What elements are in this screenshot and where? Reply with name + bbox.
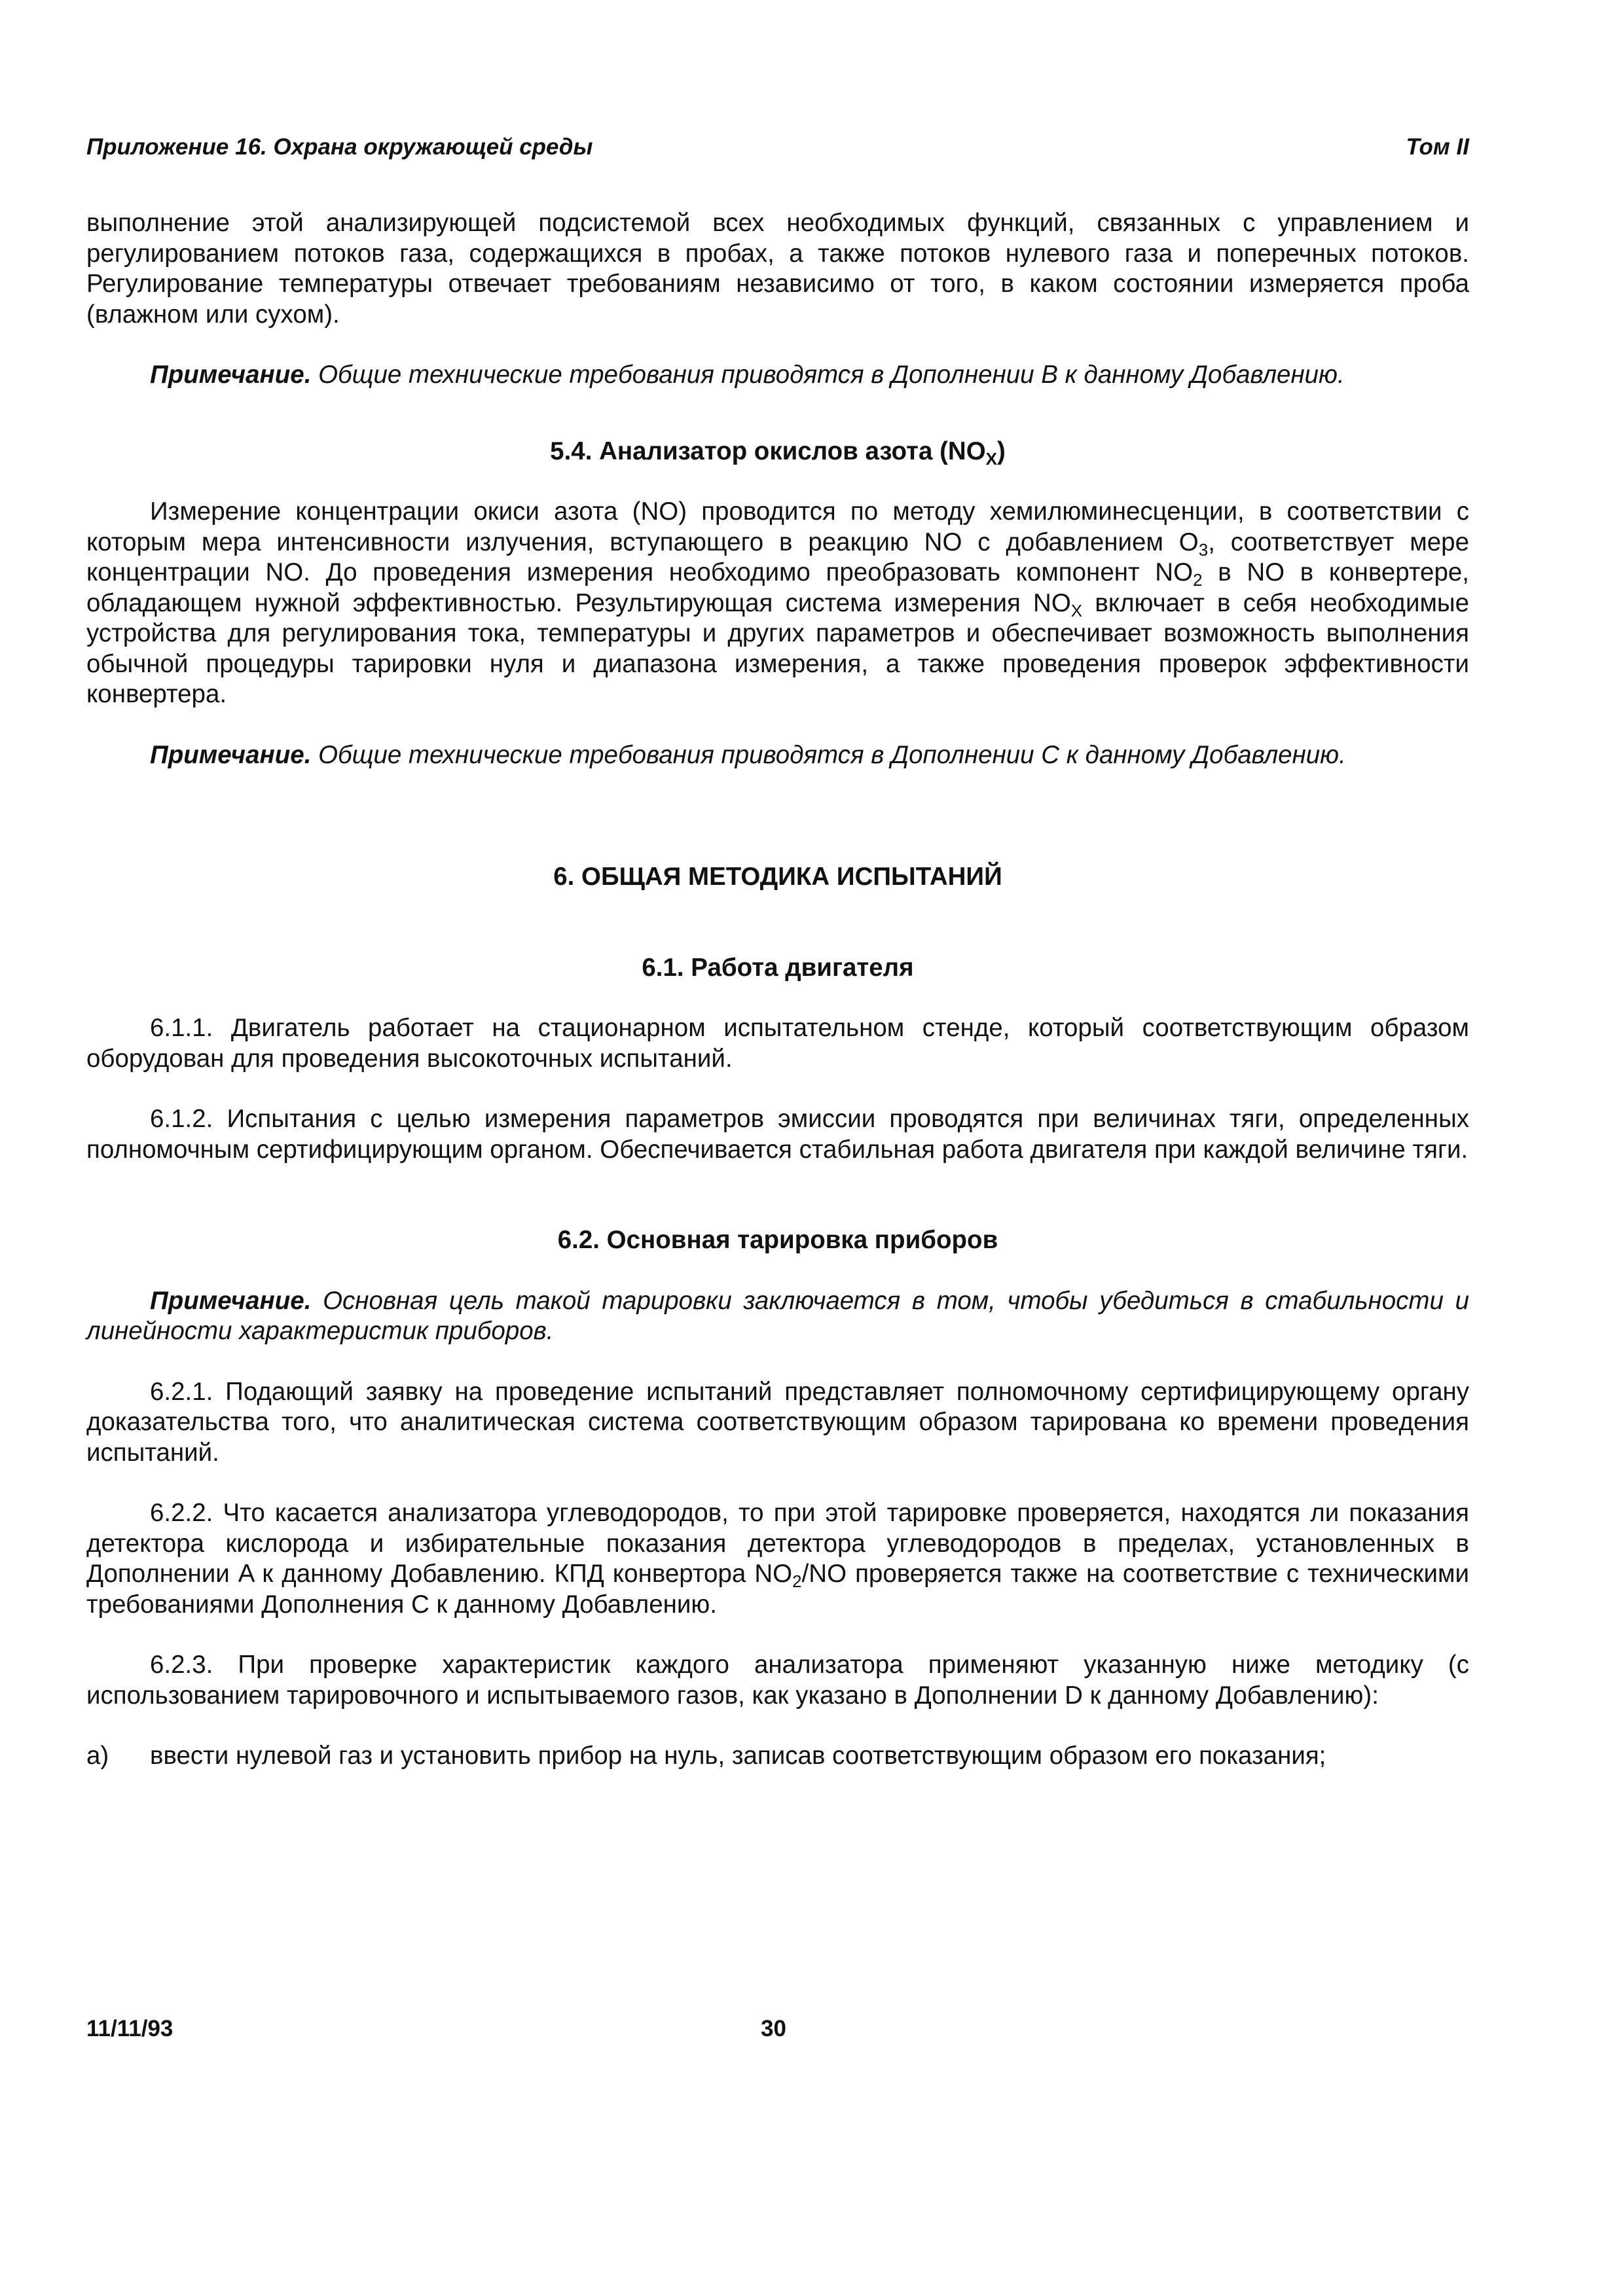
text-run: в NO в конвертере, обладающем нужной эффективностью. Результирующая система измерения NO <box>86 558 1469 617</box>
note-text: Общие технические требования приводятся в Дополнении C к данному Добавлению. <box>311 740 1346 769</box>
list-item <box>86 1741 1469 1772</box>
section-5-4-paragraph <box>86 497 1469 710</box>
note-label: Примечание. <box>150 740 312 769</box>
page-number: 30 <box>761 2016 786 2041</box>
heading-text-end: ) <box>997 437 1006 465</box>
section-heading-6: 6. ОБЩАЯ МЕТОДИКА ИСПЫТАНИЙ <box>553 863 1002 891</box>
section-heading-6-2: 6.2. Основная тарировка приборов <box>557 1226 998 1254</box>
subscript: 3 <box>1198 539 1209 560</box>
text-run: включает в себя необходимые устройства для регулирования тока, температуры и других параметров и обеспечивает возможность выполнения обычной процедуры тарировки нуля и диапазона измерения, а также проведения проверок эффективности конвертера. <box>86 588 1470 708</box>
page-content <box>86 208 1469 1772</box>
note-label: Примечание. <box>150 1286 312 1315</box>
page-header <box>86 134 1469 167</box>
list-marker: a) <box>86 1742 109 1770</box>
note-paragraph <box>86 1286 1469 1347</box>
note-paragraph <box>86 740 1469 771</box>
heading-subscript: X <box>985 448 997 469</box>
header-title: Приложение 16. Охрана окружающей среды <box>86 134 593 160</box>
paragraph-6-2-3: 6.2.3. При проверке характеристик каждого анализатора применяют указанную ниже методику (с использованием тарировочного и испытываемого газов, как указано в Дополнении D к данному Добавлению): <box>86 1651 1469 1710</box>
subscript: X <box>1070 600 1083 620</box>
footer-date: 11/11/93 <box>86 2016 173 2041</box>
list-item-text: ввести нулевой газ и установить прибор на нуль, записав соответствующим образом его показания; <box>150 1742 1326 1770</box>
paragraph-6-1-2: 6.1.2. Испытания с целью измерения параметров эмиссии проводятся при величинах тяги, определенных полномочным сертифицирующим органом. Обеспечивается стабильная работа двигателя при каждой величине тяги. <box>86 1105 1469 1164</box>
subscript: 2 <box>792 1571 802 1591</box>
section-heading-5-4 <box>86 437 1469 467</box>
paragraph-6-2-1: 6.2.1. Подающий заявку на проведение испытаний представляет полномочному сертифицирующему органу доказательства того, что аналитическая система соответствующим образом тарирована ко времени проведения испытаний. <box>86 1377 1469 1467</box>
header-volume: Том II <box>1406 134 1469 160</box>
section-heading-6-1: 6.1. Работа двигателя <box>642 953 914 982</box>
text-run: Измерение концентрации окиси азота (NO) проводится по методу хемилюминесценции, в соответствии с которым мера интенсивности излучения, вступающего в реакцию NO с добавлением O <box>86 497 1469 556</box>
paragraph-6-2-2 <box>86 1498 1469 1620</box>
text-run: 6.2.2. Что касается анализатора углеводородов, то при этой тарировке проверяется, находятся ли показания детектора кислорода и избирательные показания детектора углеводородов в пределах, установленных в Дополнении A к данному Добавлению. КПД конвертора NO <box>86 1499 1469 1588</box>
paragraph-6-1-1: 6.1.1. Двигатель работает на стационарном испытательном стенде, который соответствующим образом оборудован для проведения высокоточных испытаний. <box>86 1014 1469 1073</box>
note-paragraph <box>86 360 1469 391</box>
note-text: Общие технические требования приводятся в Дополнении B к данному Добавлению. <box>311 361 1345 389</box>
text-run: , соответствует мере концентрации NO. До проведения измерения необходимо преобразовать компонент NO <box>86 528 1469 586</box>
note-label: Примечание. <box>150 361 312 389</box>
heading-text: 5.4. Анализатор окислов азота (NO <box>550 437 986 465</box>
subscript: 2 <box>1193 570 1203 590</box>
text-run: /NO проверяется также на соответствие с техническими требованиями Дополнения C к данному Добавлению. <box>86 1560 1469 1619</box>
note-text: Основная цель такой тарировки заключается в том, чтобы убедиться в стабильности и линейности характеристик приборов. <box>86 1286 1469 1345</box>
intro-paragraph: выполнение этой анализирующей подсистемой всех необходимых функций, связанных с управлением и регулированием потоков газа, содержащихся в пробах, а также потоков нулевого газа и поперечных потоков. Регулирование температуры отвечает требованиям независимо от того, в каком состоянии измеряется проба (влажном или сухом). <box>86 209 1469 329</box>
